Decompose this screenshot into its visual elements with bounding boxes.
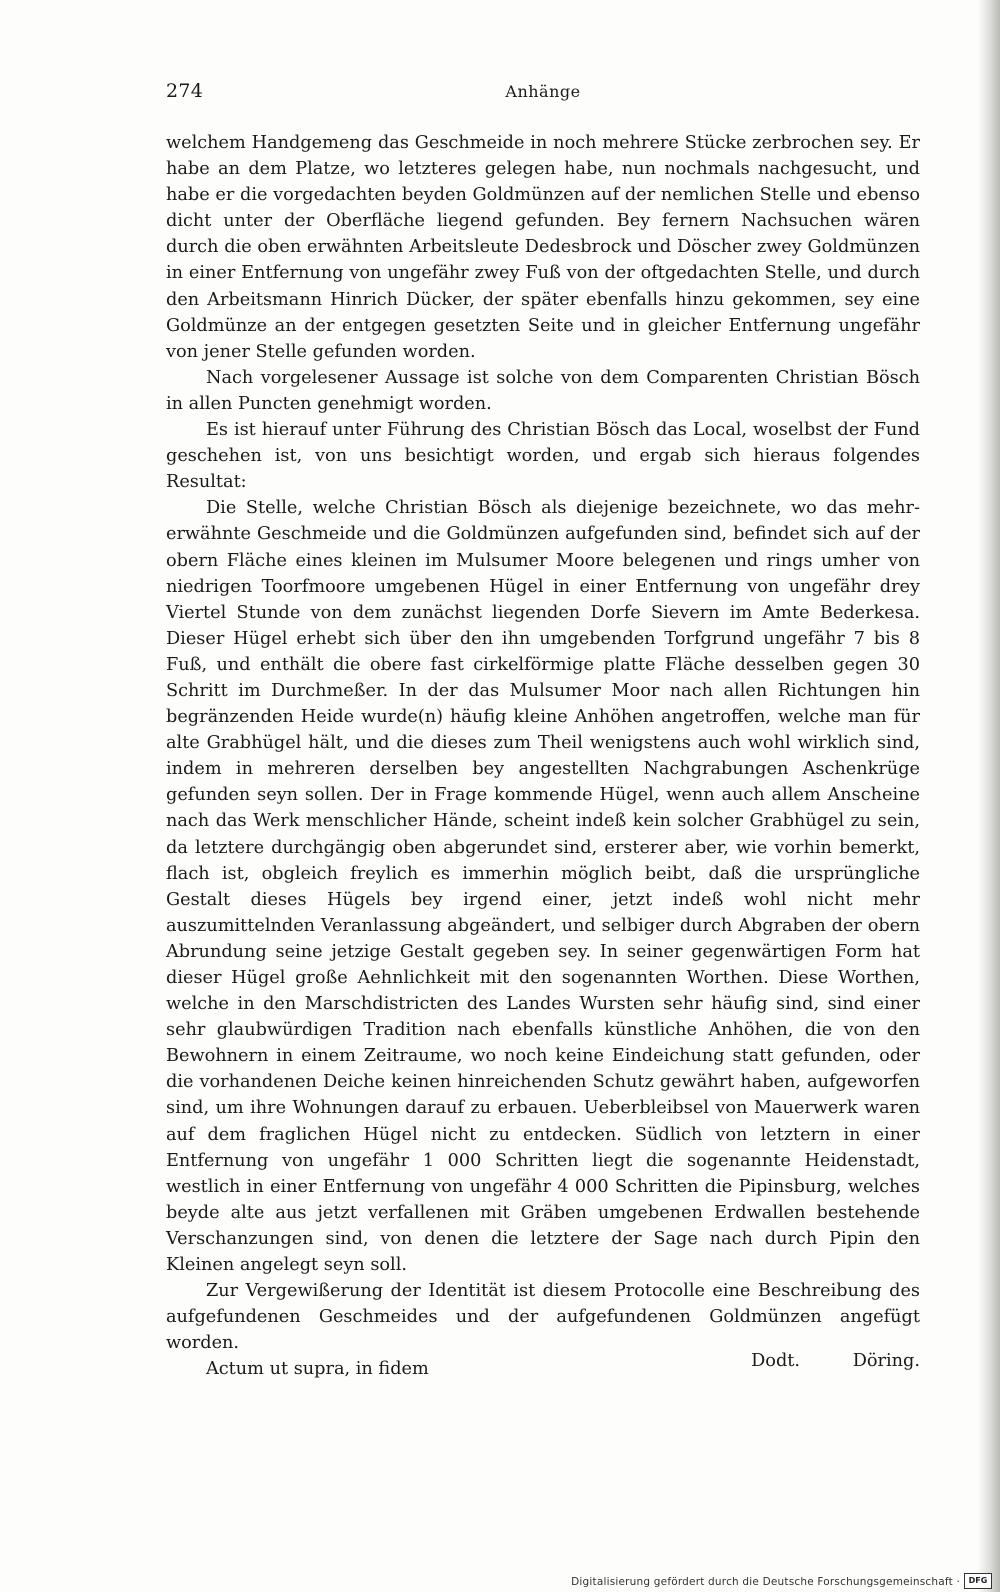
paragraph-3: Es ist hierauf unter Führung des Christian Bösch das Local, woselbst der Fund geschehen ist, von uns besichtigt worden, und ergab sich hieraus folgendes Resultat:	[166, 420, 920, 493]
page-edge-shadow	[978, 0, 1000, 1592]
paragraph-6: Actum ut supra, in fidem	[206, 1359, 429, 1380]
paragraph-4: Die Stelle, welche Christian Bösch als diejenige bezeichnete, wo das mehrerwähnte Geschmeide und die Goldmünzen aufgefunden sind, befindet sich auf der obern Fläche eines kleinen im Mulsumer Moore belegenen und rings umher von niedrigen Toorfmoore umgebenen Hügel in einer Entfernung von ungefähr drey Viertel Stunde von dem zunächst liegenden Dorfe Sievern im Amte Bederkesa. Dieser Hügel erhebt sich über den ihn umgebenden Torfgrund ungefähr 7 bis 8 Fuß, und enthält die obere fast cirkelförmige platte Fläche desselben gegen 30 Schritt im Durchmeßer. In der das Mulsumer Moor nach allen Richtungen hin begränzenden Heide wurde(n) häufig kleine Anhöhen angetroffen, welche man für alte Grabhügel hält, und die dieses zum Theil wenigstens auch wohl wirklich sind, indem in mehreren derselben bey angestellten Nachgrabungen Aschenkrüge gefunden seyn sollen. Der in Frage kommende Hügel, wenn auch allem Anscheine nach das Werk menschlicher Hände, scheint indeß kein solcher Grabhügel zu sein, da letztere durchgängig oben abgerundet sind, ersterer aber, wie vorhin bemerkt, flach ist, obgleich freylich es immerhin möglich beibt, daß die ursprüngliche Gestalt dieses Hügels bey irgend einer, jetzt indeß wohl nicht mehr auszumittelnden Veranlassung abgeändert, und selbiger durch Abgraben der obern Abrundung seine jetzige Gestalt gegeben sey. In seiner gegenwärtigen Form hat dieser Hügel große Aehnlichkeit mit den sogenannten Worthen. Diese Worthen, welche in den Marschdistricten des Landes Wursten sehr häufig sind, sind einer sehr glaubwürdigen Tradition nach ebenfalls künstliche Anhöhen, die von den Bewohnern in einem Zeitraume, wo noch keine Eindeichung statt gefunden, oder die vorhandenen Deiche keinen hinreichenden Schutz gewährt haben, aufgeworfen sind, um ihre Wohnungen darauf zu erbauen. Ueberbleibsel von Mauerwerk waren auf dem fraglichen Hügel nicht zu entdecken. Südlich von letztern in einer Entfernung von ungefähr 1 000 Schritten liegt die sogenannte Heidenstadt, westlich in einer Entfernung von ungefähr 4 000 Schritten die Pipinsburg, welches beyde alte aus jetzt verfallenen mit Gräben umgebenen Erdwallen bestehende Verschanzungen sind, von denen die letztere der Sage nach durch Pipin den Kleinen angelegt seyn soll.	[166, 498, 920, 1276]
body-text	[166, 130, 920, 1383]
footer	[0, 1570, 1000, 1592]
dfg-logo-icon: DFG	[964, 1573, 992, 1589]
paragraph-1: welchem Handgemeng das Geschmeide in noch mehrere Stücke zerbrochen sey. Er habe an dem Platze, wo letzteres gelegen habe, nun nochmals nachgesucht, und habe er die vorgedachten beyden Goldmünzen auf der nemlichen Stelle und ebenso dicht unter der Oberfläche liegend gefunden. Bey fernern Nachsuchen wären durch die oben erwähnten Arbeitsleute Dedesbrock und Döscher zwey Goldmünzen in einer Entfernung von ungefähr zwey Fuß von der oftgedachten Stelle, und durch den Arbeitsmann Hinrich Dücker, der später ebenfalls hinzu gekommen, sey eine Goldmünze an der entgegen gesetzten Seite und in gleicher Entfernung ungefähr von jener Stelle gefunden worden.	[166, 133, 920, 362]
signatures	[166, 1351, 920, 1379]
signature-doering: Döring.	[852, 1351, 920, 1371]
paragraph-5: Zur Vergewißerung der Identität ist diesem Protocolle eine Beschreibung des aufgefundenen Geschmeides und der aufgefundenen Goldmünzen angefügt worden.	[166, 1281, 920, 1354]
page-number: 274	[166, 80, 204, 102]
digitization-credit: Digitalisierung gefördert durch die Deutsche Forschungsgemeinschaft ·	[571, 1576, 960, 1588]
running-head: Anhänge	[505, 82, 581, 101]
page-header	[166, 80, 920, 108]
paragraph-2: Nach vorgelesener Aussage ist solche von dem Comparenten Christian Bösch in allen Puncten genehmigt worden.	[166, 367, 920, 414]
signature-dodt: Dodt.	[751, 1351, 800, 1371]
